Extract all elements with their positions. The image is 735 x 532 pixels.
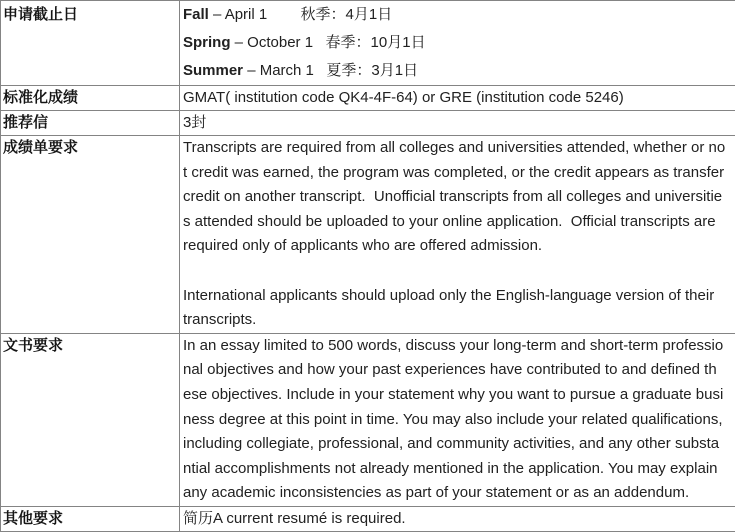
recommendation-letters-text: 3封 <box>183 111 735 135</box>
transcript-requirements-line: required only of applicants who are offered admission. <box>183 234 735 259</box>
table-row <box>1 1 735 86</box>
essay-requirements-line: ness degree at this point in time. You may also include your related qualifications, <box>183 408 735 433</box>
essay-requirements-line: ese objectives. Include in your statement why you want to pursue a graduate busi <box>183 383 735 408</box>
deadline-date: – April 1 秋季：4月1日 <box>209 6 392 23</box>
transcript-requirements-line: s attended should be uploaded to your online application. Official transcripts are <box>183 210 735 235</box>
table-row <box>1 333 735 506</box>
row-label-recommendation-letters: 推荐信 <box>1 111 180 136</box>
deadline-term: Fall <box>183 6 209 23</box>
cell-application-deadline <box>180 1 735 86</box>
cell-other-requirements <box>180 506 735 531</box>
deadline-term: Summer <box>183 62 243 79</box>
deadline-date: – October 1 春季：10月1日 <box>231 34 426 51</box>
cell-essay-requirements <box>180 333 735 506</box>
transcript-requirements-line: transcripts. <box>183 308 735 333</box>
deadline-fall-line <box>183 1 735 29</box>
row-label-standardized-tests: 标准化成绩 <box>1 86 180 111</box>
transcript-requirements-line: credit on another transcript. Unofficial transcripts from all colleges and universitie <box>183 185 735 210</box>
table-row <box>1 86 735 111</box>
row-label-transcript-requirements: 成绩单要求 <box>1 136 180 334</box>
deadline-date: – March 1 夏季：3月1日 <box>243 62 418 79</box>
transcript-requirements-line: International applicants should upload only the English-language version of their <box>183 284 735 309</box>
table-row <box>1 111 735 136</box>
essay-requirements-line: In an essay limited to 500 words, discuss your long-term and short-term professio <box>183 334 735 359</box>
cell-recommendation-letters <box>180 111 735 136</box>
transcript-requirements-line: t credit was earned, the program was completed, or the credit appears as transfer <box>183 161 735 186</box>
table-row <box>1 506 735 531</box>
cell-transcript-requirements <box>180 136 735 334</box>
row-label-other-requirements: 其他要求 <box>1 506 180 531</box>
deadline-spring-line <box>183 29 735 57</box>
deadline-term: Spring <box>183 34 231 51</box>
essay-requirements-line: nal objectives and how your past experiences have contributed to and defined th <box>183 358 735 383</box>
essay-requirements-line: including collegiate, professional, and community activities, and any other substa <box>183 432 735 457</box>
deadline-summer-line <box>183 57 735 85</box>
standardized-tests-text: GMAT( institution code QK4-4F-64) or GRE (institution code 5246) <box>183 86 735 110</box>
row-label-application-deadline: 申请截止日 <box>1 1 180 86</box>
essay-requirements-line: any academic inconsistencies as part of your statement or as an addendum. <box>183 481 735 506</box>
transcript-requirements-line: Transcripts are required from all colleges and universities attended, whether or no <box>183 136 735 161</box>
cell-standardized-tests <box>180 86 735 111</box>
table-row <box>1 136 735 334</box>
essay-requirements-line: ntial accomplishments not already mentioned in the application. You may explain <box>183 457 735 482</box>
transcript-requirements-blank-line <box>183 259 735 284</box>
row-label-essay-requirements: 文书要求 <box>1 333 180 506</box>
other-requirements-text: 简历A current resumé is required. <box>183 507 735 531</box>
